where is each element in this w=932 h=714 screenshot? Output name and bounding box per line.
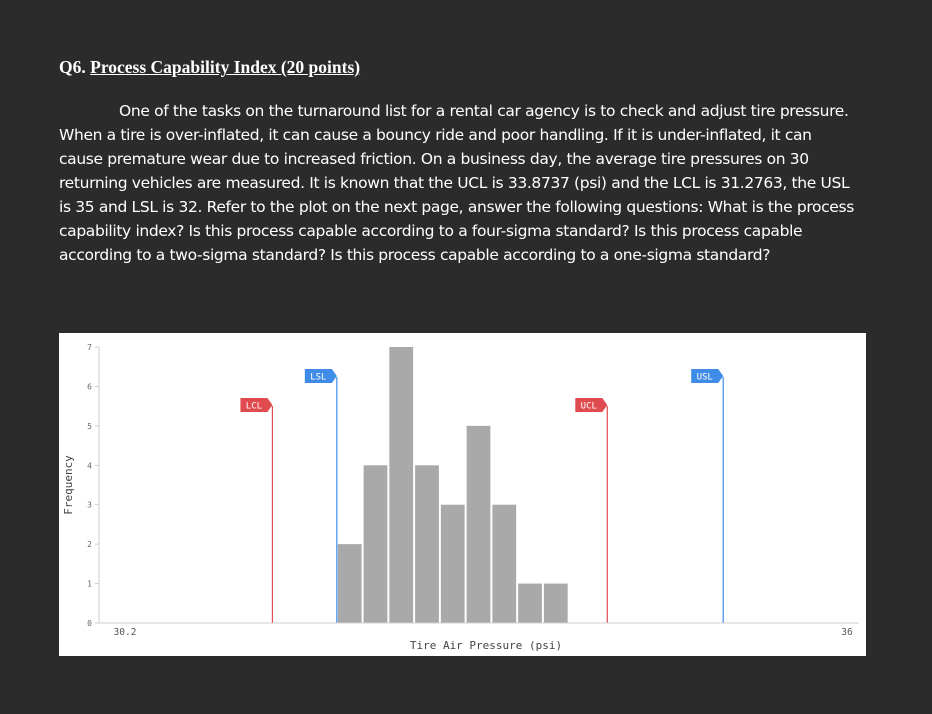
y-tick-label: 2	[87, 540, 92, 550]
y-tick-label: 3	[87, 500, 92, 510]
question-heading	[59, 57, 360, 78]
y-tick-label: 7	[87, 343, 92, 352]
y-tick-label: 4	[87, 461, 92, 471]
y-tick-label: 5	[87, 421, 92, 431]
y-axis	[87, 343, 99, 628]
x-tick-min: 30.2	[113, 627, 137, 638]
histogram-bar	[467, 426, 491, 623]
histogram-bar	[364, 465, 388, 623]
limit-label-lsl: LSL	[310, 372, 327, 383]
histogram-bar	[415, 465, 439, 623]
histogram-bar	[441, 505, 465, 623]
y-tick-label: 0	[87, 619, 92, 628]
y-tick-label: 1	[87, 579, 92, 589]
histogram-bar	[544, 584, 568, 623]
histogram-bar	[389, 347, 413, 623]
bars	[338, 347, 568, 623]
histogram-chart	[59, 333, 866, 656]
limit-label-usl: USL	[696, 372, 713, 383]
x-axis-label: Tire Air Pressure (psi)	[409, 639, 563, 652]
question-number: Q6.	[59, 57, 86, 77]
y-tick-label: 6	[87, 382, 92, 392]
limit-label-lcl: LCL	[245, 401, 263, 412]
y-axis-label: Frequency	[62, 455, 75, 515]
histogram-bar	[518, 584, 542, 623]
x-tick-max: 36	[841, 627, 853, 638]
question-body: One of the tasks on the turnaround list for a rental car agency is to check and adjust tire pressure. When a tire is over-inflated, it can cause a bouncy ride and poor handling. If it is under-inflated, it can cause premature wear due to increased friction. On a business day, the average tire pressures on 30 returning vehicles are measured. It is known that the UCL is 33.8737 (psi) and the LCL is 31.2763, the USL is 35 and LSL is 32. Refer to the plot on the next page, answer the following questions: What is the process capability index? Is this process capable according to a four-sigma standard? Is this process capable according to a two-sigma standard? Is this process capable according to a one-sigma standard?	[59, 102, 854, 264]
question-title: Process Capability Index (20 points)	[90, 57, 361, 77]
histogram-bar	[492, 505, 516, 623]
limit-label-ucl: UCL	[580, 401, 597, 412]
histogram-svg	[59, 333, 866, 656]
histogram-bar	[338, 544, 362, 623]
